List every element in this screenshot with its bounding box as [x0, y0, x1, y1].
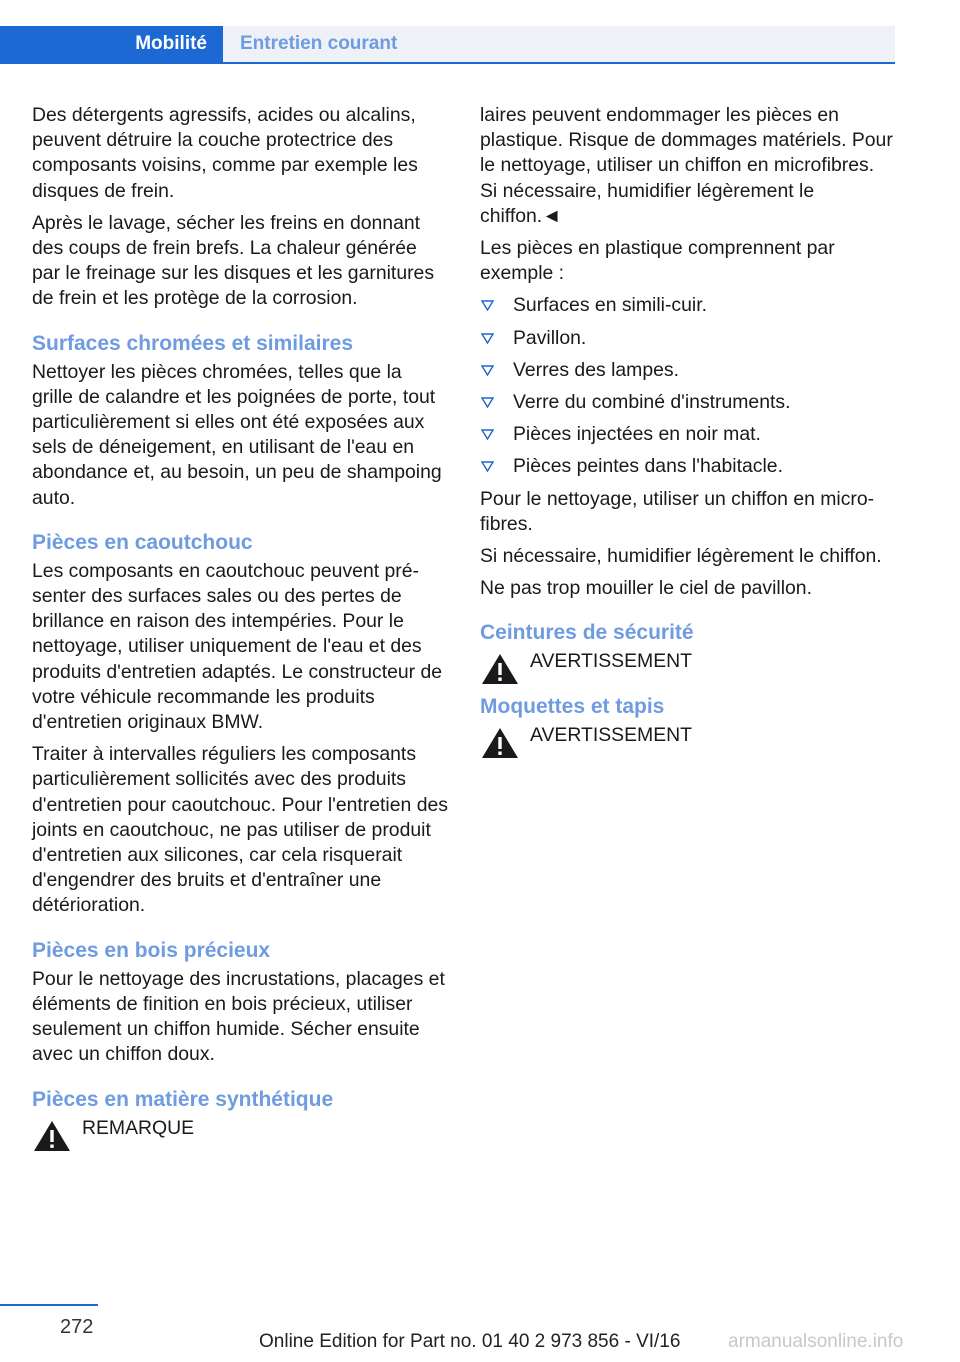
- warning-triangle-icon: [32, 1119, 72, 1153]
- bullet-triangle-icon: [481, 333, 494, 344]
- section-heading-chrome: Surfaces chromées et similaires: [32, 331, 354, 355]
- edition-line: Online Edition for Part no. 01 40 2 973 856 - VI/16: [259, 1331, 681, 1352]
- note-remarque: [32, 1116, 448, 1141]
- list-item: Pavillon.: [480, 326, 896, 351]
- paragraph: Si nécessaire, humidifier légèrement le chiffon.: [480, 545, 882, 568]
- bullet-triangle-icon: [481, 429, 494, 440]
- paragraph: Traiter à intervalles réguliers les composants particulièrement sollicités avec des produits d'entretien pour caoutchouc. Pour l'entretien des joints en caoutchouc, ne pas utiliser de produit d'entretien aux silicones, car cela risquerait d'engendrer des bruits et d'entraîner une détérioration.: [32, 743, 448, 917]
- list-item: Pièces peintes dans l'habitacle.: [480, 454, 896, 479]
- paragraph: Après le lavage, sécher les freins en donnant des coups de frein brefs. La chaleur générée par le freinage sur les disques et les garnitures de frein et les protège de la corrosion.: [32, 211, 435, 310]
- warning-triangle-icon: [480, 652, 520, 686]
- list-item: Verre du combiné d'instruments.: [480, 390, 896, 415]
- warning-label: AVERTISSEMENT: [530, 723, 692, 746]
- section-heading-carpets: Moquettes et tapis: [480, 694, 665, 718]
- tab-entretien-courant[interactable]: Entretien courant: [223, 26, 895, 62]
- warning-label: AVERTISSEMENT: [530, 650, 692, 673]
- left-column: [32, 103, 448, 1148]
- section-heading-belts: Ceintures de sécurité: [480, 621, 694, 645]
- tab-mobilite[interactable]: Mobilité: [0, 26, 223, 62]
- footer-rule: [0, 1304, 98, 1306]
- section-heading-rubber: Pièces en caoutchouc: [32, 530, 253, 554]
- note-label: REMARQUE: [82, 1116, 195, 1139]
- section-heading-synthetic: Pièces en matière synthétique: [32, 1087, 334, 1111]
- warning-belts: [480, 649, 896, 674]
- bullet-triangle-icon: [481, 461, 494, 472]
- right-column: [480, 103, 896, 755]
- bullet-triangle-icon: [481, 365, 494, 376]
- list-item: Surfaces en simili-cuir.: [480, 293, 896, 318]
- list-item: Verres des lampes.: [480, 358, 896, 383]
- paragraph: Des détergents agressifs, acides ou alcalins, peuvent détruire la couche protectrice des composants voisins, comme par exemple les disques de frein.: [32, 104, 418, 202]
- bullet-list: [480, 293, 896, 479]
- paragraph: Pour le nettoyage des incrustations, placages et éléments de finition en bois précieux, utiliser seulement un chiffon humide. Sécher ensuite avec un chiffon doux.: [32, 967, 445, 1066]
- warning-carpets: [480, 723, 896, 748]
- warning-triangle-icon: [480, 726, 520, 760]
- paragraph: Pour le nettoyage, utiliser un chiffon en microfibres.: [480, 487, 875, 535]
- paragraph: Les pièces en plastique comprennent par exemple :: [480, 237, 835, 285]
- page-number: 272: [60, 1316, 94, 1338]
- watermark: armanualsonline.info: [728, 1331, 904, 1352]
- section-heading-wood: Pièces en bois précieux: [32, 938, 271, 962]
- list-item: Pièces injectées en noir mat.: [480, 422, 896, 447]
- paragraph: Nettoyer les pièces chromées, telles que la grille de calandre et les poignées de porte, tout particulièrement si elles ont été exposées aux sels de déneigement, en utilisant de l'eau en abondance et, au besoin, un peu de shampoing auto.: [32, 360, 442, 509]
- header-tabs: [0, 26, 895, 64]
- paragraph: laires peuvent endommager les pièces en plastique. Risque de dommages matériels. Pour le nettoyage, utiliser un chiffon en microfibres. Si nécessaire, humidifier légèrement le chiffon.◄: [480, 104, 893, 227]
- bullet-triangle-icon: [481, 397, 494, 408]
- paragraph: Les composants en caoutchouc peuvent présenter des surfaces sales ou des pertes de brillance en raison des intempéries. Pour le nettoyage, utiliser uniquement de l'eau et des produits d'entretien adaptés. Le constructeur de votre véhicule recommande les produits d'entretien originaux BMW.: [32, 559, 443, 734]
- bullet-triangle-icon: [481, 300, 494, 311]
- paragraph: Ne pas trop mouiller le ciel de pavillon.: [480, 577, 812, 600]
